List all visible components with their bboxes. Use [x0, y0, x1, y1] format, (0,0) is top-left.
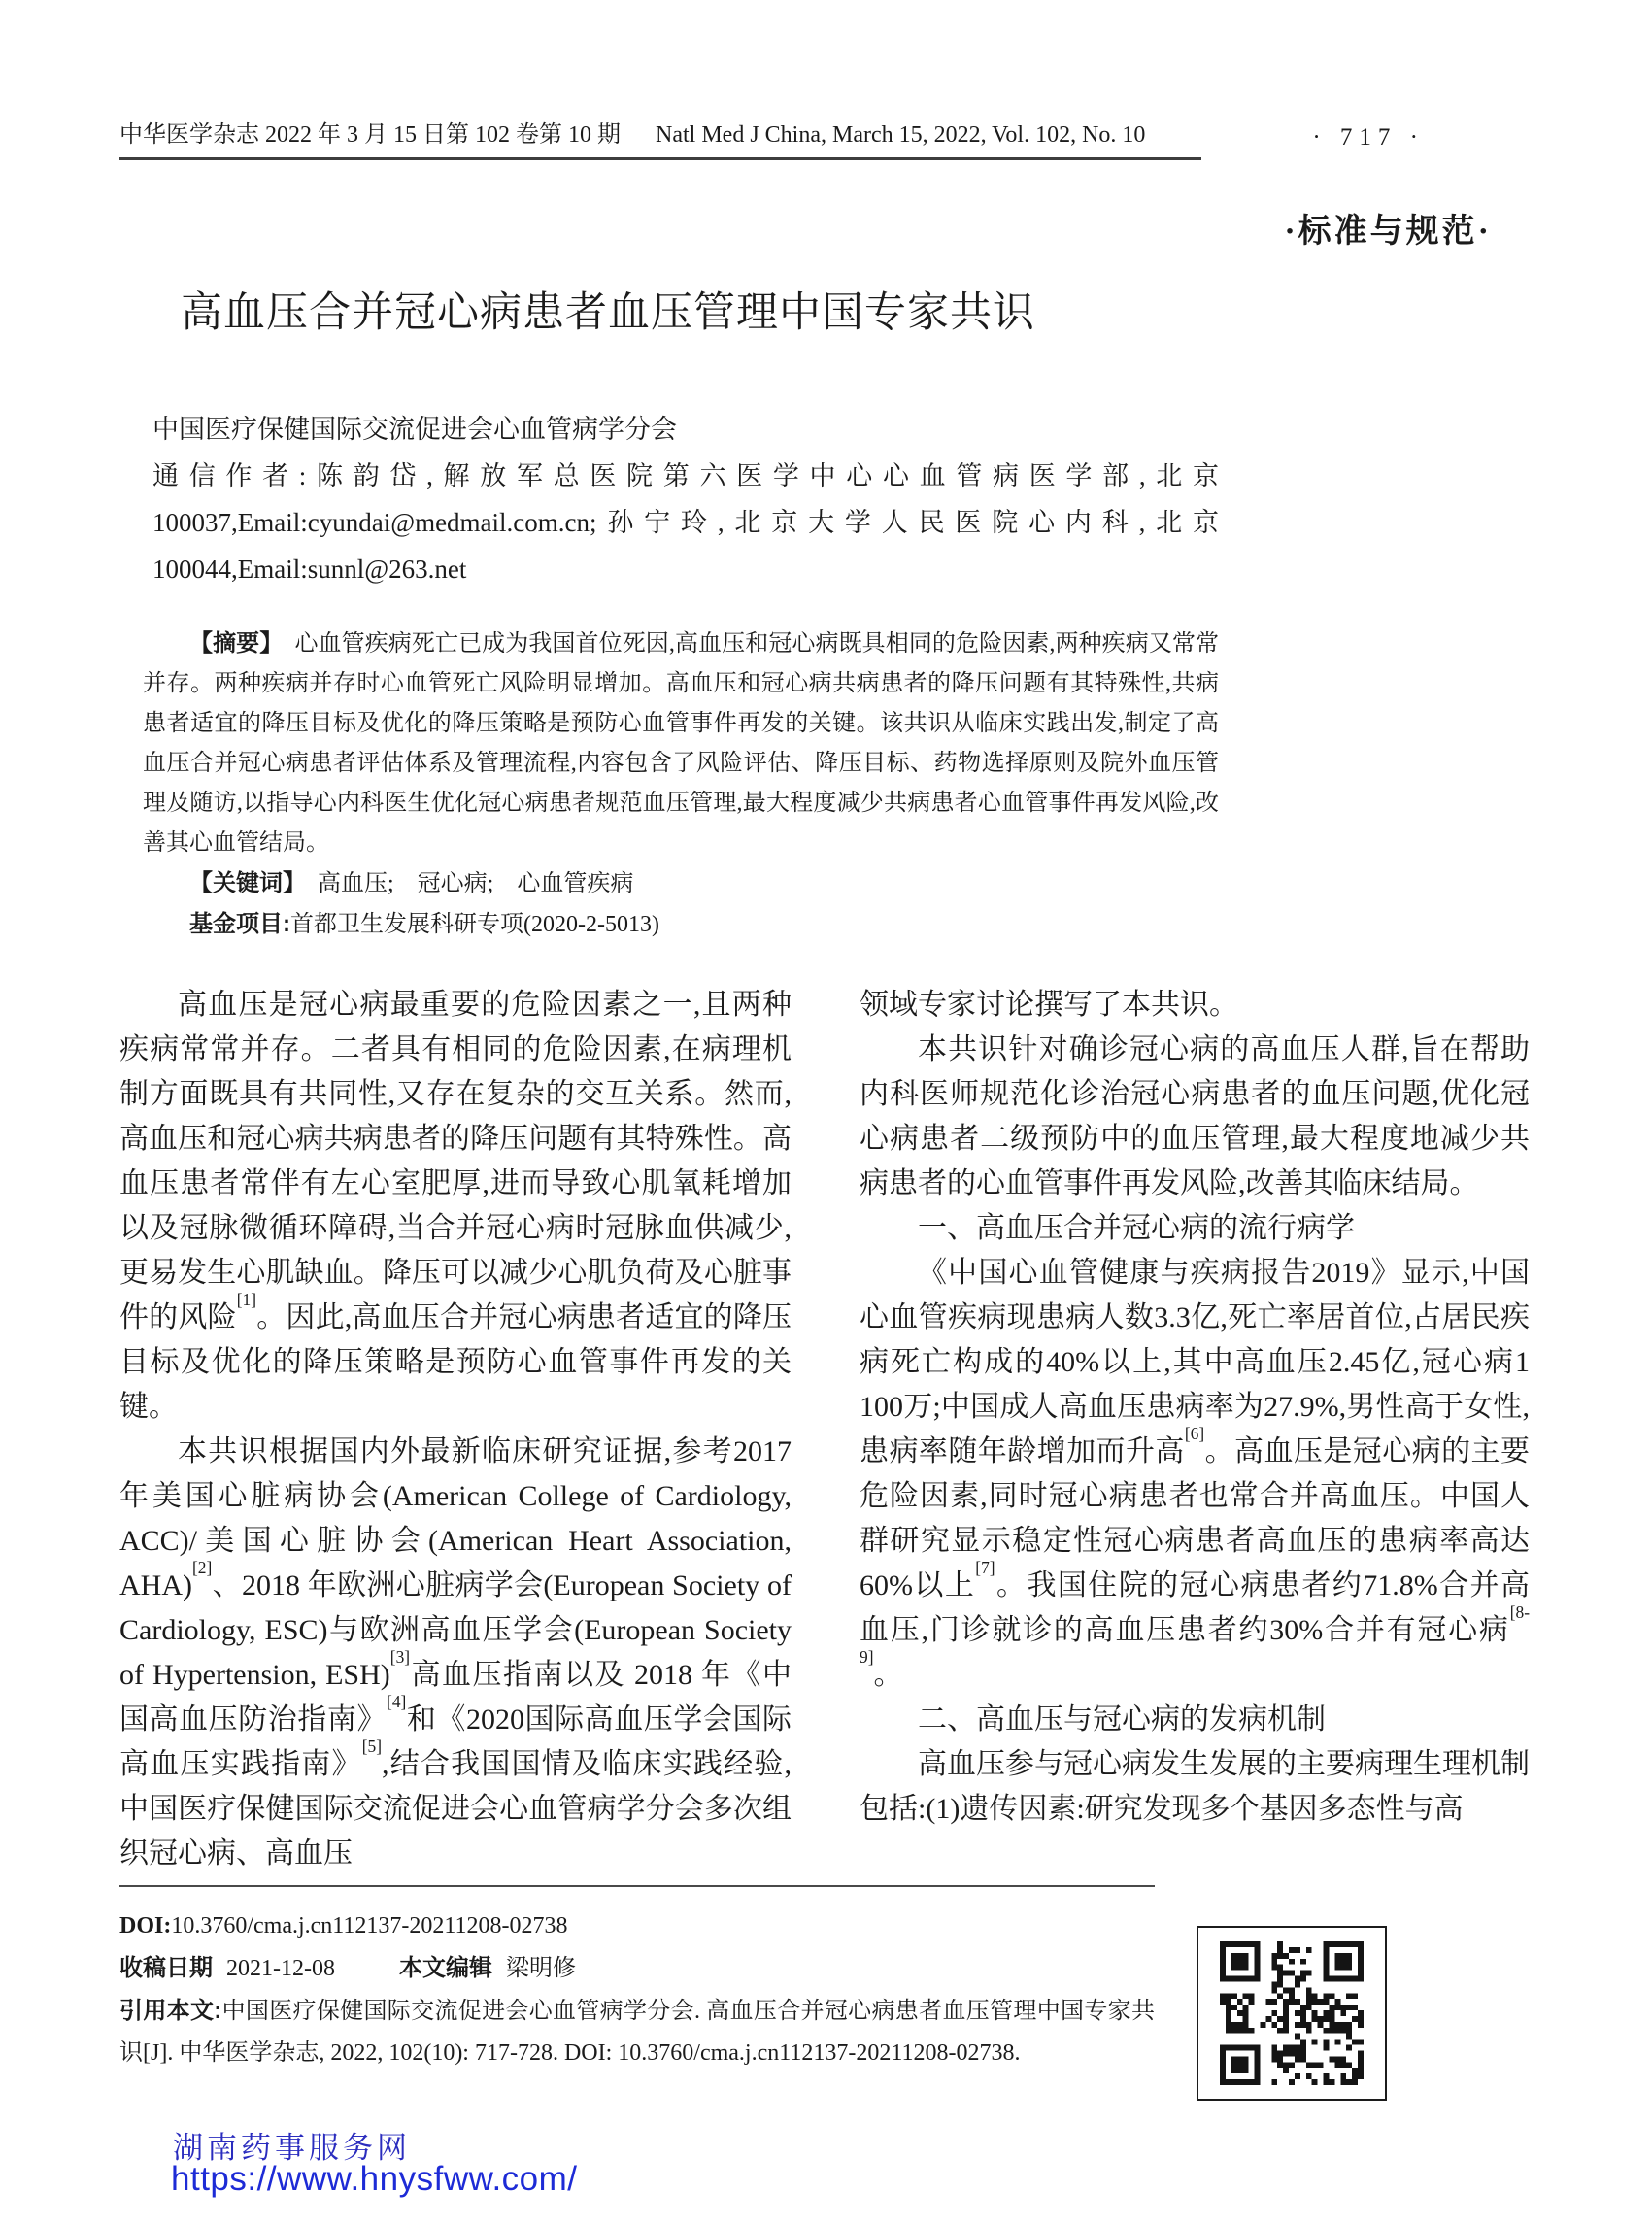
body-paragraph: 高血压是冠心病最重要的危险因素之一,且两种疾病常常并存。二者具有相同的危险因素,在病理机制方面既具有共同性,又存在复杂的交互关系。然而,高血压和冠心病共病患者的降压问题有其特殊性。高血压患者常伴有左心室肥厚,进而导致心肌氧耗增加以及冠脉微循环障碍,当合并冠心病时冠脉血供减少,更易发生心肌缺血。降压可以减少心肌负荷及心脏事件的风险[1]。因此,高血压合并冠心病患者适宜的降压目标及优化的降压策略是预防心血管事件再发的关键。 — [119, 989, 792, 1423]
received-label: 收稿日期 — [119, 1955, 213, 1981]
qr-code — [1197, 1926, 1387, 2101]
citation-label: 引用本文: — [119, 1998, 222, 2024]
author-group: 中国医疗保健国际交流促进会心血管病学分会 — [152, 415, 677, 444]
correspondence-note: 通信作者:陈韵岱,解放军总医院第六医学中心心血管病医学部,北京 100037,Email:cyundai@medmail.com.cn;孙宁玲,北京大学人民医院心内科,北京 100044,Email:sunnl@263.net — [152, 461, 1219, 584]
running-head — [119, 115, 1201, 160]
editor-name: 梁明修 — [505, 1956, 576, 1981]
journal-citation-en: Natl Med J China, March 15, 2022, Vol. 102, No. 10 — [656, 122, 1146, 148]
front-matter — [152, 406, 1219, 592]
section-heading: 二、高血压与冠心病的发病机制 — [918, 1703, 1326, 1736]
funding-text: 首都卫生发展科研专项(2020-2-5013) — [290, 912, 659, 937]
footnote-separator — [119, 1885, 1155, 1887]
watermark-link[interactable]: https://www.hnysfww.com/ — [171, 2160, 578, 2198]
qr-code-pattern — [1219, 1941, 1365, 2085]
article-title: 高血压合并冠心病患者血压管理中国专家共识 — [181, 290, 1035, 336]
citation-line — [119, 1990, 1155, 2074]
journal-citation-zh: 中华医学杂志 2022 年 3 月 15 日第 102 卷第 10 期 — [119, 122, 621, 148]
watermark-site-name: 湖南药事服务网 — [173, 2131, 411, 2165]
page-number: · 717 · — [1312, 124, 1425, 151]
doi-line — [119, 1905, 1155, 1947]
received-editor-line — [119, 1947, 1155, 1990]
abstract-paragraph — [143, 624, 1219, 863]
funding-line — [143, 904, 1219, 945]
abstract-block — [143, 624, 1219, 945]
body-column-left — [119, 983, 792, 1876]
doi-label: DOI: — [119, 1913, 172, 1938]
keywords-label: 【关键词】 — [189, 870, 294, 896]
abstract-text: 心血管疾病死亡已成为我国首位死因,高血压和冠心病既具相同的危险因素,两种疾病又常常并存。两种疾病并存时心血管死亡风险明显增加。高血压和冠心病共病患者的降压问题有其特殊性,共病患者适宜的降压目标及优化的降压策略是预防心血管事件再发的关键。该共识从临床实践出发,制定了高血压合并冠心病患者评估体系及管理流程,内容包含了风险评估、降压目标、药物选择原则及院外血压管理及随访,以指导心内科医生优化冠心病患者规范血压管理,最大程度减少共病患者心血管事件再发风险,改善其心血管结局。 — [143, 631, 1220, 856]
citation-text: 中国医疗保健国际交流促进会心血管病学分会. 高血压合并冠心病患者血压管理中国专家共识[J]. 中华医学杂志, 2022, 102(10): 717-728. DOI: 10.3760/cma.j.cn112137-20211208-02738. — [119, 1999, 1155, 2066]
funding-label: 基金项目: — [189, 911, 290, 937]
editor-label: 本文编辑 — [398, 1955, 492, 1981]
section-label: ·标准与规范· — [1284, 214, 1492, 250]
body-paragraph: 本共识针对确诊冠心病的高血压人群,旨在帮助内科医师规范化诊治冠心病患者的血压问题,优化冠心病患者二级预防中的血压管理,最大程度地减少共病患者的心血管事件再发风险,改善其临床结局。 — [860, 1033, 1530, 1199]
body-column-right — [860, 983, 1530, 1832]
page-header — [119, 115, 1532, 160]
body-paragraph: 本共识根据国内外最新临床研究证据,参考2017 年美国心脏病协会(American College of Cardiology, ACC)/美国心脏协会(American Heart Association, AHA)[2]、2018 年欧洲心脏病学会(European Society of Cardiology, ESC)与欧洲高血压学会(European Society of Hypertension, ESH)[3]高血压指南以及 2018 年《中国高血压防治指南》[4]和《2020国际高血压学会国际高血压实践指南》[5],结合我国国情及临床实践经验,中国医疗保健国际交流促进会心血管病学分会多次组织冠心病、高血压 — [119, 1435, 792, 1870]
article-footer — [119, 1905, 1155, 2074]
abstract-label: 【摘要】 — [189, 630, 272, 657]
body-paragraph: 领域专家讨论撰写了本共识。 — [860, 989, 1238, 1021]
doi-value: 10.3760/cma.j.cn112137-20211208-02738 — [171, 1913, 568, 1938]
keywords-text: 高血压; 冠心病; 心血管疾病 — [294, 871, 634, 896]
body-paragraph: 《中国心血管健康与疾病报告2019》显示,中国心血管疾病现患病人数3.3亿,死亡率居首位,占居民疾病死亡构成的40%以上,其中高血压2.45亿,冠心病1 100万;中国成人高血压患病率为27.9%,男性高于女性,患病率随年龄增加而升高[6]。高血压是冠心病的主要危险因素,同时冠心病患者也常合并高血压。中国人群研究显示稳定性冠心病患者高血压的患病率高达60%以上[7]。我国住院的冠心病患者约71.8%合并高血压,门诊就诊的高血压患者约30%合并有冠心病[8-9]。 — [860, 1257, 1530, 1691]
body-paragraph: 高血压参与冠心病发生发展的主要病理生理机制包括:(1)遗传因素:研究发现多个基因多态性与高 — [860, 1748, 1530, 1825]
received-date: 2021-12-08 — [226, 1956, 335, 1981]
section-heading: 一、高血压合并冠心病的流行病学 — [918, 1212, 1355, 1244]
keywords-line — [143, 863, 1219, 904]
